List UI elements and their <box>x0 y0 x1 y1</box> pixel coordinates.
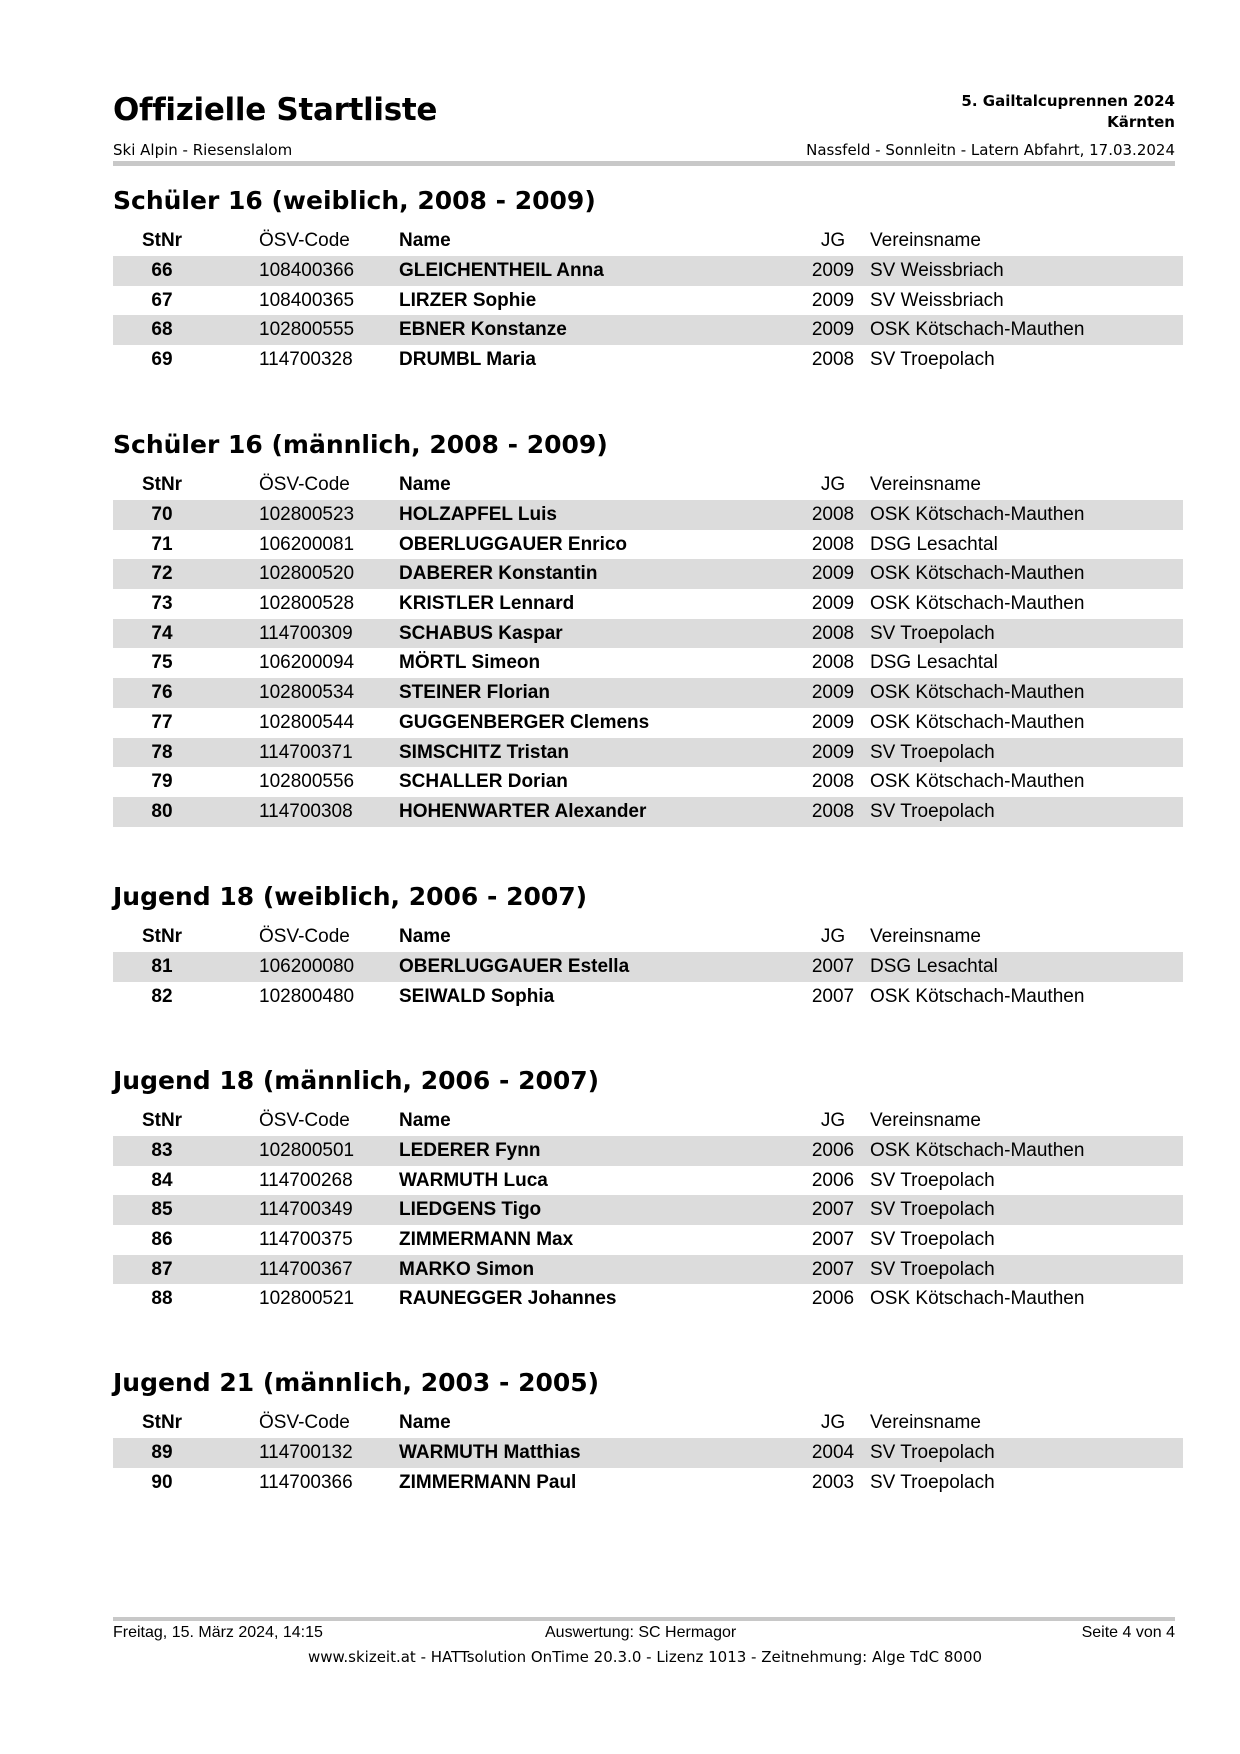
athlete-name-cell: SEIWALD Sophia <box>399 985 555 1007</box>
club-name-cell: OSK Kötschach-Mauthen <box>870 593 1085 615</box>
birth-year-cell: 2004 <box>811 1442 855 1463</box>
column-header-birth-year: JG <box>820 1412 846 1433</box>
column-header-birth-year: JG <box>820 1110 846 1131</box>
birth-year-cell: 2006 <box>811 1288 855 1310</box>
table-row <box>113 678 1183 708</box>
column-header-athlete-name: Name <box>399 1110 451 1131</box>
header-divider <box>113 161 1175 166</box>
table-body <box>113 256 1183 375</box>
athlete-name-cell: HOLZAPFEL Luis <box>399 504 557 525</box>
footer-page-number: Seite 4 von 4 <box>1081 1624 1175 1641</box>
osv-code-cell: 102800556 <box>259 771 355 793</box>
start-number-cell: 84 <box>151 1169 173 1191</box>
table-row <box>113 1438 1183 1468</box>
birth-year-cell: 2007 <box>811 956 855 977</box>
osv-code-cell: 102800520 <box>259 563 355 585</box>
club-name-cell: SV Troepolach <box>870 1199 995 1221</box>
osv-code-cell: 114700268 <box>259 1169 353 1191</box>
start-number-cell: 82 <box>151 985 173 1007</box>
club-name-cell: OSK Kötschach-Mauthen <box>870 771 1085 793</box>
column-header-row <box>113 1106 1183 1136</box>
column-header-start-number: StNr <box>141 474 183 495</box>
column-header-osv-code: ÖSV-Code <box>259 474 350 495</box>
category-title: Schüler 16 (männlich, 2008 - 2009) <box>113 430 608 459</box>
table-row <box>113 952 1183 982</box>
club-name-cell: OSK Kötschach-Mauthen <box>870 563 1085 585</box>
column-header-osv-code: ÖSV-Code <box>259 926 350 947</box>
athlete-name-cell: HOHENWARTER Alexander <box>399 800 647 822</box>
athlete-name-cell: LEDERER Fynn <box>399 1140 541 1161</box>
club-name-cell: SV Troepolach <box>870 349 995 371</box>
column-header-start-number: StNr <box>141 1412 183 1433</box>
start-number-cell: 72 <box>151 563 173 585</box>
document-title: Offizielle Startliste <box>113 92 438 128</box>
start-number-cell: 76 <box>151 682 173 704</box>
table-row <box>113 315 1183 345</box>
footer-print-date: Freitag, 15. März 2024, 14:15 <box>113 1624 323 1641</box>
discipline-label: Ski Alpin - Riesenslalom <box>113 141 293 159</box>
table-row <box>113 256 1183 286</box>
club-name-cell: OSK Kötschach-Mauthen <box>870 504 1085 525</box>
start-number-cell: 79 <box>151 771 173 793</box>
club-name-cell: SV Troepolach <box>870 741 995 763</box>
event-location-date: Nassfeld - Sonnleitn - Latern Abfahrt, 17.03.2024 <box>806 141 1175 159</box>
table-row <box>113 1255 1183 1285</box>
club-name-cell: DSG Lesachtal <box>870 652 998 674</box>
table-row <box>113 500 1183 530</box>
athlete-name-cell: ZIMMERMANN Max <box>399 1229 574 1251</box>
event-region: Kärnten <box>1107 113 1175 131</box>
start-number-cell: 74 <box>151 622 173 644</box>
page-header <box>113 84 1175 164</box>
column-header-osv-code: ÖSV-Code <box>259 1110 350 1131</box>
osv-code-cell: 114700367 <box>259 1258 353 1280</box>
start-number-cell: 83 <box>151 1140 173 1161</box>
club-name-cell: OSK Kötschach-Mauthen <box>870 711 1085 733</box>
birth-year-cell: 2008 <box>811 504 855 525</box>
footer-evaluation: Auswertung: SC Hermagor <box>545 1624 737 1641</box>
table-row <box>113 286 1183 316</box>
osv-code-cell: 102800544 <box>259 711 355 733</box>
category-title: Jugend 18 (männlich, 2006 - 2007) <box>113 1066 600 1095</box>
osv-code-cell: 102800528 <box>259 593 355 615</box>
start-number-cell: 71 <box>151 533 173 555</box>
table-row <box>113 345 1183 375</box>
osv-code-cell: 106200081 <box>259 533 355 555</box>
table-row <box>113 982 1183 1012</box>
start-number-cell: 70 <box>151 504 173 525</box>
birth-year-cell: 2007 <box>811 1199 855 1221</box>
column-header-osv-code: ÖSV-Code <box>259 1412 350 1433</box>
osv-code-cell: 106200080 <box>259 956 355 977</box>
club-name-cell: SV Troepolach <box>870 1229 995 1251</box>
table-row <box>113 530 1183 560</box>
start-number-cell: 90 <box>151 1471 173 1493</box>
table-row <box>113 559 1183 589</box>
column-header-birth-year: JG <box>820 230 846 251</box>
birth-year-cell: 2007 <box>811 1229 855 1251</box>
athlete-name-cell: OBERLUGGAUER Estella <box>399 956 630 977</box>
start-number-cell: 81 <box>151 956 173 977</box>
club-name-cell: OSK Kötschach-Mauthen <box>870 1288 1085 1310</box>
start-number-cell: 66 <box>151 260 173 281</box>
club-name-cell: SV Troepolach <box>870 1442 995 1463</box>
table-row <box>113 738 1183 768</box>
club-name-cell: SV Troepolach <box>870 800 995 822</box>
birth-year-cell: 2009 <box>811 260 855 281</box>
column-header-birth-year: JG <box>820 474 846 495</box>
osv-code-cell: 114700309 <box>259 622 353 644</box>
column-header-osv-code: ÖSV-Code <box>259 230 350 251</box>
table-row <box>113 1284 1183 1314</box>
birth-year-cell: 2008 <box>811 349 855 371</box>
start-number-cell: 87 <box>151 1258 173 1280</box>
start-number-cell: 73 <box>151 593 173 615</box>
athlete-name-cell: SIMSCHITZ Tristan <box>399 741 569 763</box>
start-number-cell: 67 <box>151 289 173 311</box>
start-number-cell: 88 <box>151 1288 173 1310</box>
column-header-start-number: StNr <box>141 1110 183 1131</box>
table-body <box>113 1438 1183 1497</box>
club-name-cell: SV Weissbriach <box>870 289 1004 311</box>
birth-year-cell: 2009 <box>811 319 855 341</box>
athlete-name-cell: DRUMBL Maria <box>399 349 536 371</box>
athlete-name-cell: SCHABUS Kaspar <box>399 622 563 644</box>
athlete-name-cell: LIRZER Sophie <box>399 289 537 311</box>
column-header-club-name: Vereinsname <box>870 926 981 947</box>
start-number-cell: 89 <box>151 1442 173 1463</box>
birth-year-cell: 2007 <box>811 985 855 1007</box>
column-header-birth-year: JG <box>820 926 846 947</box>
osv-code-cell: 102800523 <box>259 504 355 525</box>
athlete-name-cell: EBNER Konstanze <box>399 319 567 341</box>
birth-year-cell: 2009 <box>811 741 855 763</box>
athlete-name-cell: STEINER Florian <box>399 682 550 704</box>
athlete-name-cell: MARKO Simon <box>399 1258 535 1280</box>
category-title: Jugend 18 (weiblich, 2006 - 2007) <box>113 882 588 911</box>
osv-code-cell: 108400366 <box>259 260 355 281</box>
column-header-row <box>113 1408 1183 1438</box>
osv-code-cell: 102800480 <box>259 985 355 1007</box>
birth-year-cell: 2006 <box>811 1169 855 1191</box>
table-row <box>113 589 1183 619</box>
osv-code-cell: 102800521 <box>259 1288 355 1310</box>
athlete-name-cell: GUGGENBERGER Clemens <box>399 711 650 733</box>
event-name: 5. Gailtalcuprennen 2024 <box>961 92 1175 110</box>
athlete-name-cell: RAUNEGGER Johannes <box>399 1288 617 1310</box>
footer-software-info: www.skizeit.at - HATTsolution OnTime 20.3.0 - Lizenz 1013 - Zeitnehmung: Alge TdC 8000 <box>307 1648 983 1666</box>
table-row <box>113 1468 1183 1498</box>
club-name-cell: DSG Lesachtal <box>870 956 998 977</box>
osv-code-cell: 102800555 <box>259 319 355 341</box>
osv-code-cell: 114700328 <box>259 349 353 371</box>
start-number-cell: 69 <box>151 349 173 371</box>
athlete-name-cell: ZIMMERMANN Paul <box>399 1471 577 1493</box>
osv-code-cell: 114700366 <box>259 1471 353 1493</box>
table-body <box>113 952 1183 1011</box>
column-header-club-name: Vereinsname <box>870 474 981 495</box>
start-number-cell: 68 <box>151 319 173 341</box>
birth-year-cell: 2008 <box>811 622 855 644</box>
column-header-athlete-name: Name <box>399 926 451 947</box>
column-header-athlete-name: Name <box>399 230 451 251</box>
osv-code-cell: 102800534 <box>259 682 355 704</box>
birth-year-cell: 2007 <box>811 1258 855 1280</box>
birth-year-cell: 2008 <box>811 533 855 555</box>
osv-code-cell: 114700349 <box>259 1199 353 1221</box>
table-row <box>113 797 1183 827</box>
birth-year-cell: 2008 <box>811 652 855 674</box>
athlete-name-cell: SCHALLER Dorian <box>399 771 568 793</box>
column-header-athlete-name: Name <box>399 1412 451 1433</box>
birth-year-cell: 2008 <box>811 800 855 822</box>
start-number-cell: 86 <box>151 1229 173 1251</box>
column-header-start-number: StNr <box>141 926 183 947</box>
athlete-name-cell: DABERER Konstantin <box>399 563 598 585</box>
birth-year-cell: 2009 <box>811 563 855 585</box>
athlete-name-cell: WARMUTH Matthias <box>399 1442 581 1463</box>
osv-code-cell: 102800501 <box>259 1140 355 1161</box>
start-number-cell: 78 <box>151 741 173 763</box>
club-name-cell: OSK Kötschach-Mauthen <box>870 985 1085 1007</box>
column-header-club-name: Vereinsname <box>870 230 981 251</box>
birth-year-cell: 2009 <box>811 711 855 733</box>
start-number-cell: 77 <box>151 711 173 733</box>
column-header-start-number: StNr <box>141 230 183 251</box>
osv-code-cell: 114700308 <box>259 800 353 822</box>
table-body <box>113 1136 1183 1314</box>
osv-code-cell: 106200094 <box>259 652 355 674</box>
category-title: Schüler 16 (weiblich, 2008 - 2009) <box>113 186 596 215</box>
club-name-cell: SV Troepolach <box>870 1258 995 1280</box>
osv-code-cell: 114700132 <box>259 1442 353 1463</box>
birth-year-cell: 2003 <box>811 1471 855 1493</box>
club-name-cell: SV Weissbriach <box>870 260 1004 281</box>
table-row <box>113 1166 1183 1196</box>
table-row <box>113 1225 1183 1255</box>
table-row <box>113 708 1183 738</box>
table-row <box>113 1136 1183 1166</box>
club-name-cell: SV Troepolach <box>870 622 995 644</box>
table-row <box>113 648 1183 678</box>
athlete-name-cell: MÖRTL Simeon <box>399 652 541 674</box>
club-name-cell: DSG Lesachtal <box>870 533 998 555</box>
birth-year-cell: 2009 <box>811 593 855 615</box>
table-body <box>113 500 1183 827</box>
club-name-cell: SV Troepolach <box>870 1169 995 1191</box>
club-name-cell: SV Troepolach <box>870 1471 995 1493</box>
birth-year-cell: 2006 <box>811 1140 855 1161</box>
start-number-cell: 80 <box>151 800 173 822</box>
column-header-row <box>113 470 1183 500</box>
start-number-cell: 85 <box>151 1199 173 1221</box>
column-header-row <box>113 922 1183 952</box>
osv-code-cell: 114700371 <box>259 741 353 763</box>
column-header-club-name: Vereinsname <box>870 1110 981 1131</box>
club-name-cell: OSK Kötschach-Mauthen <box>870 1140 1085 1161</box>
table-row <box>113 767 1183 797</box>
athlete-name-cell: OBERLUGGAUER Enrico <box>399 533 628 555</box>
club-name-cell: OSK Kötschach-Mauthen <box>870 682 1085 704</box>
column-header-club-name: Vereinsname <box>870 1412 981 1433</box>
start-number-cell: 75 <box>151 652 173 674</box>
column-header-athlete-name: Name <box>399 474 451 495</box>
osv-code-cell: 114700375 <box>259 1229 353 1251</box>
birth-year-cell: 2009 <box>811 289 855 311</box>
footer-divider <box>113 1617 1175 1621</box>
athlete-name-cell: KRISTLER Lennard <box>399 593 575 615</box>
athlete-name-cell: LIEDGENS Tigo <box>399 1199 542 1221</box>
category-title: Jugend 21 (männlich, 2003 - 2005) <box>113 1368 600 1397</box>
table-row <box>113 619 1183 649</box>
birth-year-cell: 2008 <box>811 771 855 793</box>
club-name-cell: OSK Kötschach-Mauthen <box>870 319 1085 341</box>
osv-code-cell: 108400365 <box>259 289 355 311</box>
athlete-name-cell: WARMUTH Luca <box>399 1169 548 1191</box>
table-row <box>113 1195 1183 1225</box>
birth-year-cell: 2009 <box>811 682 855 704</box>
column-header-row <box>113 226 1183 256</box>
athlete-name-cell: GLEICHENTHEIL Anna <box>399 260 604 281</box>
